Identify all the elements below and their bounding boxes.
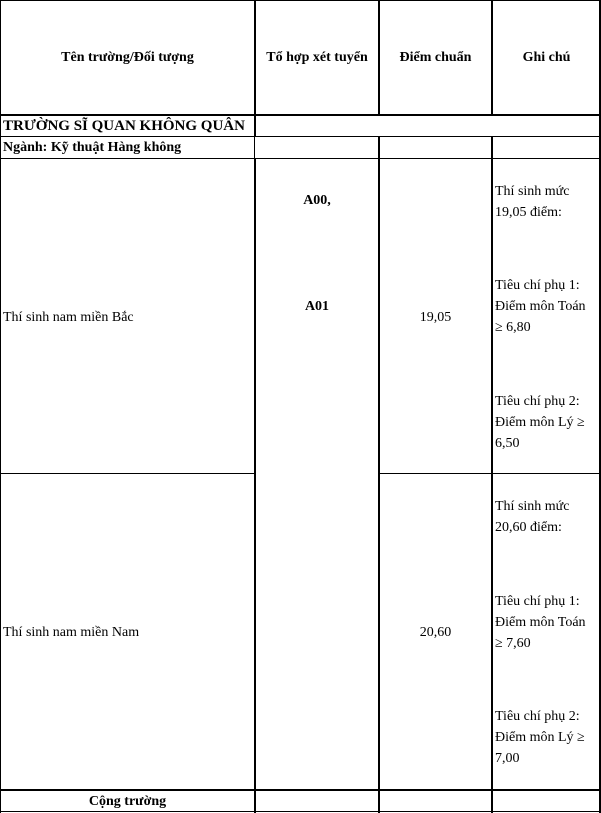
header-combo: Tổ hợp xét tuyển [266, 50, 368, 65]
grid-line [0, 0, 1, 813]
grid-line [0, 158, 601, 159]
grid-line [0, 473, 255, 474]
footer-total: Cộng trường [88, 794, 167, 809]
grid-line [254, 0, 256, 137]
note-line: Thí sinh mức [495, 499, 570, 514]
note-line: ≥ 6,80 [495, 320, 531, 335]
header-name: Tên trường/Đối tượng [61, 50, 194, 65]
note-line: Thí sinh mức [495, 184, 570, 199]
major-name: Ngành: Kỹ thuật Hàng không [3, 140, 182, 155]
grid-line [0, 811, 601, 812]
row-1-name: Thí sinh nam miền Bắc [3, 310, 134, 325]
grid-line [378, 137, 380, 813]
row-1-score: 19,05 [419, 310, 452, 325]
row-1-note-group-2 [495, 275, 599, 338]
header-score: Điểm chuẩn [399, 50, 472, 65]
row-2-note-group-3 [495, 706, 599, 769]
note-line: Điểm môn Lý ≥ [495, 730, 585, 745]
row-1-note-group-1 [495, 181, 599, 223]
note-line: ≥ 7,60 [495, 636, 531, 651]
note-line: 20,60 điểm: [495, 520, 562, 535]
note-line: Điểm môn Lý ≥ [495, 415, 585, 430]
grid-line [379, 473, 601, 474]
note-line: Tiêu chí phụ 1: [495, 278, 580, 293]
grid-line [254, 137, 255, 158]
school-name: TRƯỜNG SĨ QUAN KHÔNG QUÂN [3, 118, 245, 134]
row-2-score: 20,60 [419, 625, 452, 640]
combo-line-1: A00, [303, 193, 331, 208]
note-line: 19,05 điểm: [495, 205, 562, 220]
note-line: 7,00 [495, 751, 520, 766]
grid-line [0, 789, 601, 791]
note-line: Tiêu chí phụ 2: [495, 709, 580, 724]
header-note: Ghi chú [522, 50, 571, 65]
grid-line [0, 136, 601, 137]
note-line: 6,50 [495, 436, 520, 451]
note-line: Điểm môn Toán [495, 615, 586, 630]
row-1-note-group-3 [495, 391, 599, 454]
row-2-note-group-1 [495, 496, 599, 538]
combo-line-2: A01 [304, 299, 330, 314]
grid-line [254, 158, 256, 813]
row-2-note-group-2 [495, 591, 599, 654]
grid-line [491, 137, 493, 813]
row-2-name: Thí sinh nam miền Nam [3, 625, 140, 640]
grid-line [378, 0, 380, 115]
grid-line [0, 114, 601, 116]
note-line: Tiêu chí phụ 1: [495, 594, 580, 609]
note-line: Tiêu chí phụ 2: [495, 394, 580, 409]
grid-line [491, 0, 493, 115]
grid-line [0, 0, 601, 1]
note-line: Điểm môn Toán [495, 299, 586, 314]
